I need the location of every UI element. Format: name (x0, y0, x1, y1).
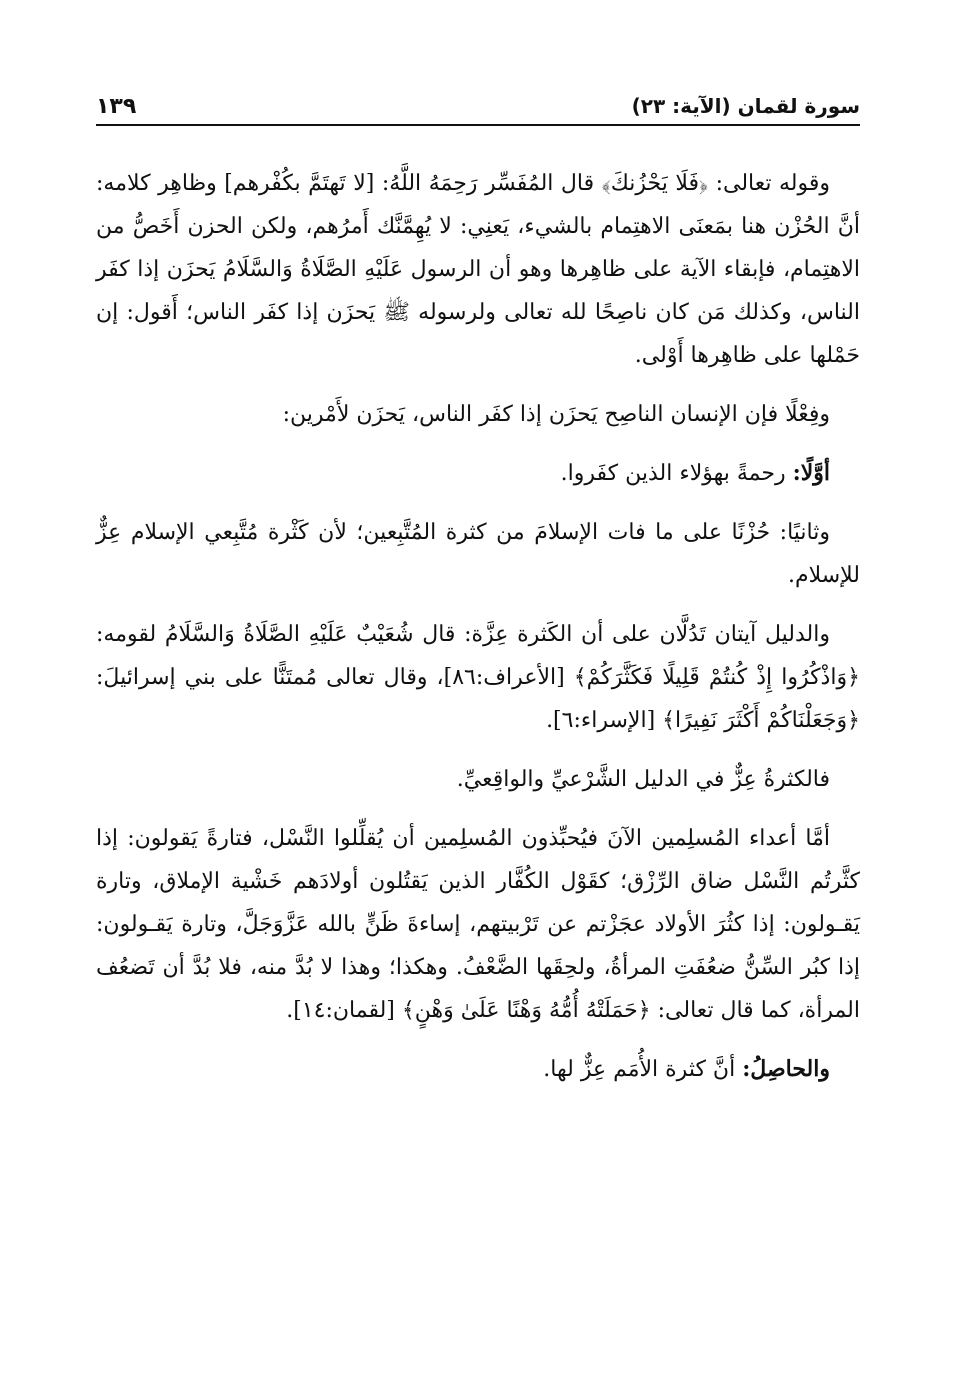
paragraph (96, 452, 860, 495)
paragraph: والدليل آيتان تَدُلَّان على أن الكَثرة عِزَّة: قال شُعَيْبٌ عَلَيْهِ الصَّلَاةُ وَالسَّلَامُ لقومه: ﴿وَاذْكُرُوا إِذْ كُنتُمْ قَلِيلًا فَكَثَّرَكُمْ﴾ [الأعراف:٨٦]، وقال تعالى مُمتَنًّا على بني إسرائيلَ: ﴿وَجَعَلْنَاكُمْ أَكْثَرَ نَفِيرًا﴾ [الإسراء:٦]. (96, 622, 860, 733)
surah-title: سورة لقمان (الآية: ٢٣) (631, 94, 860, 118)
paragraph: أمَّا أعداء المُسلِمين الآنَ فيُحبِّذون المُسلِمين أن يُقلِّلوا النَّسْل، فتارةً يَقولون: إذا كثَّرتُم النَّسْل ضاق الرِّزْق؛ كقَوْل الكُفَّار الذين يَقتُلون أولادَهم خَشْية الإملاق، وتارة يَقـولون: إذا كثُرَ الأولاد عجَزْتم عن تَرْبيتهم، إساءةَ ظَنٍّ بالله عَزَّوَجَلَّ، وتارة يَقـولون: إذا كبُر السِّنُّ ضعُفَتِ المرأةُ، ولحِقَها الضَّعْفُ. وهكذا؛ وهذا لا بُدَّ منه، فلا بُدَّ أن تَضعُف المرأة، كما قال تعالى: ﴿حَمَلَتْهُ أُمُّهُ وَهْنًا عَلَىٰ وَهْنٍ﴾ [لقمان:١٤]. (96, 826, 860, 1023)
paragraph: وقوله تعالى: ﴿فَلَا يَحْزُنكَ﴾ قال المُفَسِّر رَحِمَهُ اللَّهُ: [لا تَهتَمَّ بكُفْرهم] وظاهِر كلامه: أنَّ الحُزْن هنا بمَعنَى الاهتِمام بالشيء، يَعنِي: لا يُهِمَّنَّك أَمرُهم، ولكن الحزن أَخَصُّ من الاهتِمام، فإبقاء الآية على ظاهِرها وهو أن الرسول عَلَيْهِ الصَّلَاةُ وَالسَّلَامُ يَحزَن إذا كفَر الناس، وكذلك مَن كان ناصِحًا لله تعالى ولرسوله ﷺ يَحزَن إذا كفَر الناس؛ أَقول: إن حَمْلها على ظاهِرها أَوْلى. (96, 171, 860, 368)
paragraph-text: أنَّ كثرة الأُمَم عِزٌّ لها. (543, 1057, 743, 1082)
body-text (96, 162, 860, 1107)
paragraph-text: رحمةً بهؤلاء الذين كفَروا. (560, 461, 793, 486)
paragraph: وفِعْلًا فإن الإنسان الناصِح يَحزَن إذا كفَر الناس، يَحزَن لأَمْرين: (282, 402, 830, 427)
paragraph: فالكثرةُ عِزٌّ في الدليل الشَّرْعيِّ والواقِعيِّ. (456, 767, 830, 792)
paragraph: وثانيًا: حُزْنًا على ما فات الإسلامَ من كثرة المُتَّبِعين؛ لأن كَثْرة مُتَّبِعي الإسلام عِزٌّ للإسلام. (96, 520, 860, 588)
page-header (96, 88, 860, 124)
paragraph-lead: والحاصِلُ: (742, 1056, 830, 1082)
page-number: ١٣٩ (96, 93, 137, 119)
paragraph-lead: أوَّلًا: (792, 460, 830, 486)
header-rule (96, 124, 860, 126)
paragraph (96, 1048, 860, 1091)
